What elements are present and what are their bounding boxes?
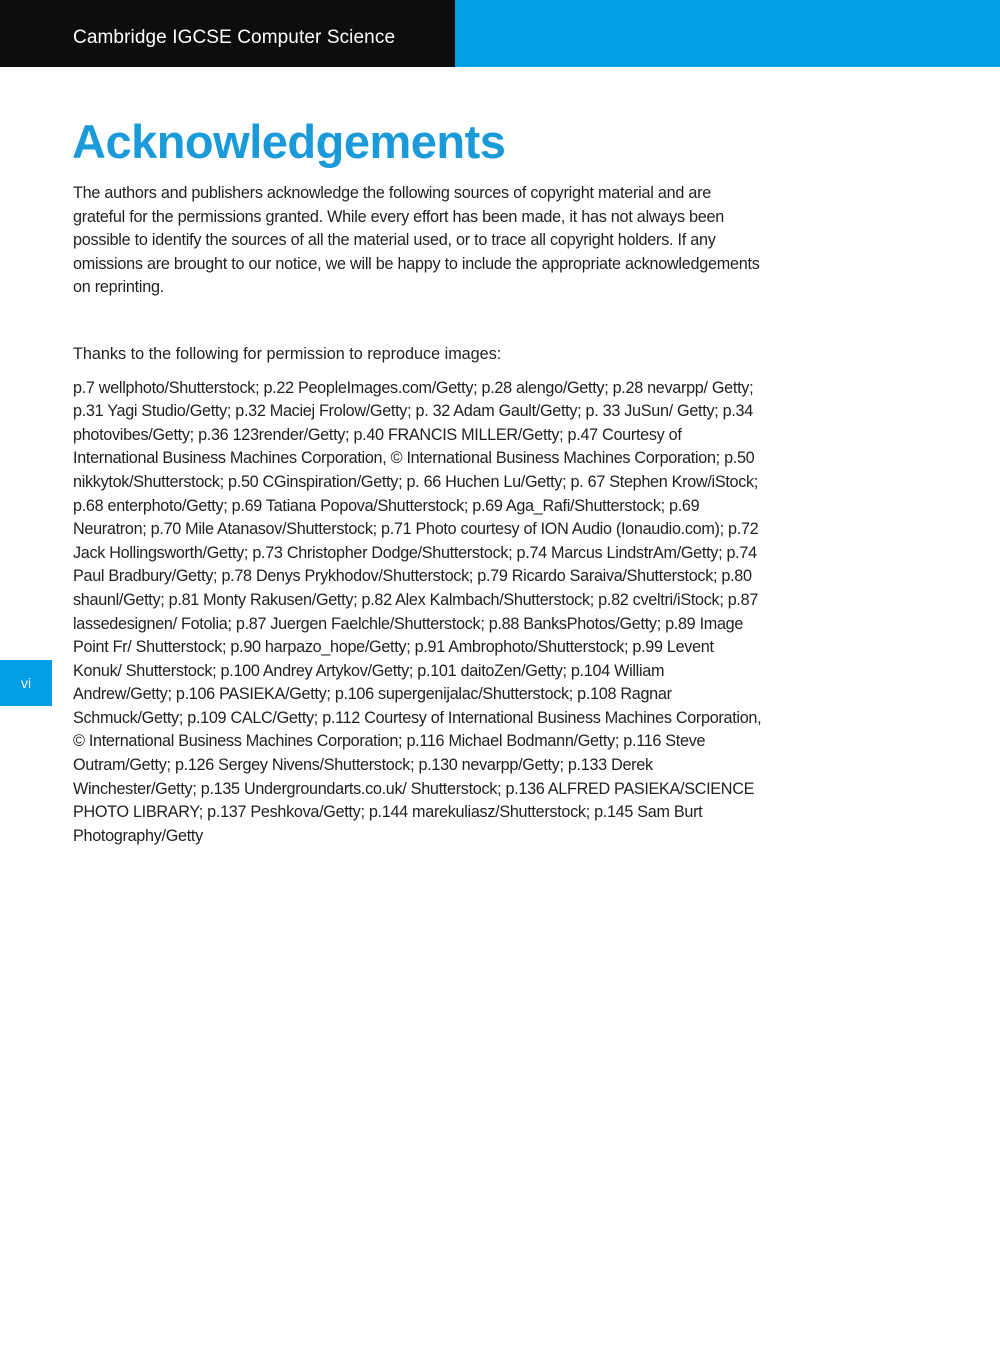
page-number-tab bbox=[0, 660, 52, 706]
page-title: Acknowledgements bbox=[72, 115, 506, 168]
book-title: Cambridge IGCSE Computer Science bbox=[73, 27, 396, 48]
header-blue-band bbox=[455, 0, 1000, 67]
running-header bbox=[0, 0, 1000, 67]
acknowledgements-body bbox=[73, 182, 763, 848]
intro-paragraph: The authors and publishers acknowledge the following sources of copyright material and are grateful for the permissions granted. While every effort has been made, it has not always been possible to identify the sources of all the material used, or to trace all copyright holders. If any omissions are brought to our notice, we will be happy to include the appropriate acknowledgements on reprinting. bbox=[73, 184, 760, 297]
header-black-band bbox=[0, 0, 455, 67]
page-number: vi bbox=[20, 675, 32, 691]
thanks-heading: Thanks to the following for permission to reproduce images: bbox=[73, 344, 502, 363]
image-credits-paragraph: p.7 wellphoto/Shutterstock; p.22 PeopleImages.com/Getty; p.28 alengo/Getty; p.28 nevarpp/ Getty; p.31 Yagi Studio/Getty; p.32 Maciej Frolow/Getty; p. 32 Adam Gault/Getty; p. 33 JuSun/ Getty; p.34 photovibes/Getty; p.36 123render/Getty; p.40 FRANCIS MILLER/Getty; p.47 Courtesy of International Business Machines Corporation, © International Business Machines Corporation; p.50 nikkytok/Shutterstock; p.50 CGinspiration/Getty; p. 66 Huchen Lu/Getty; p. 67 Stephen Krow/iStock; p.68 enterphoto/Getty; p.69 Tatiana Popova/Shutterstock; p.69 Aga_Rafi/Shutterstock; p.69 Neuratron; p.70 Mile Atanasov/Shutterstock; p.71 Photo courtesy of ION Audio (Ionaudio.com); p.72 Jack Hollingsworth/Getty; p.73 Christopher Dodge/Shutterstock; p.74 Marcus LindstrAm/Getty; p.74 Paul Bradbury/Getty; p.78 Denys Prykhodov/Shutterstock; p.79 Ricardo Saraiva/Shutterstock; p.80 shaunl/Getty; p.81 Monty Rakusen/Getty; p.82 Alex Kalmbach/Shutterstock; p.82 cveltri/iStock; p.87 lassedesignen/ Fotolia; p.87 Juergen Faelchle/Shutterstock; p.88 BanksPhotos/Getty; p.89 Image Point Fr/ Shutterstock; p.90 harpazo_hope/Getty; p.91 Ambrophoto/Shutterstock; p.99 Levent Konuk/ Shutterstock; p.100 Andrey Artykov/Getty; p.101 daitoZen/Getty; p.104 William Andrew/Getty; p.106 PASIEKA/Getty; p.106 supergenijalac/Shutterstock; p.108 Ragnar Schmuck/Getty; p.109 CALC/Getty; p.112 Courtesy of International Business Machines Corporation, © International Business Machines Corporation; p.116 Michael Bodmann/Getty; p.116 Steve Outram/Getty; p.126 Sergey Nivens/Shutterstock; p.130 nevarpp/Getty; p.133 Derek Winchester/Getty; p.135 Undergroundarts.co.uk/ Shutterstock; p.136 ALFRED PASIEKA/SCIENCE PHOTO LIBRARY; p.137 Peshkova/Getty; p.144 marekuliasz/Shutterstock; p.145 Sam Burt Photography/Getty bbox=[73, 378, 762, 845]
